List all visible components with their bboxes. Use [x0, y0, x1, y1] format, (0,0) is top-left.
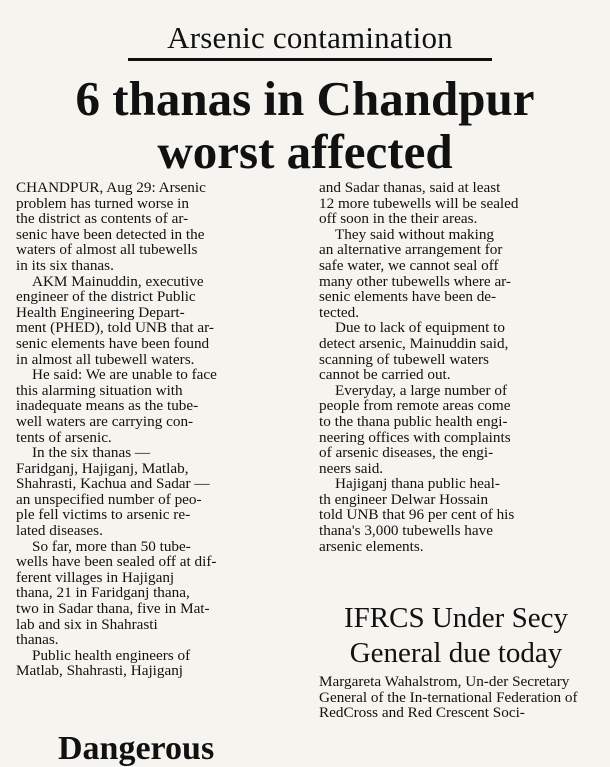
article-right-line: th engineer Delwar Hossain [319, 490, 489, 508]
article-right-line: neering offices with complaints [319, 428, 511, 446]
article-right-line: many other tubewells where ar- [319, 272, 511, 290]
article-left-line: inadequate means as the tube- [16, 397, 199, 415]
article-left-line: ple fell victims to arsenic re- [16, 506, 191, 524]
article-left-line: well waters are carrying con- [16, 412, 194, 430]
kicker-box [128, 18, 492, 61]
article-right-line: people from remote areas come [319, 397, 511, 415]
article-left-line: thana, 21 in Faridganj thana, [16, 584, 190, 602]
second-article-body [319, 674, 597, 721]
headline [0, 72, 610, 178]
article-right-line: Hajiganj thana public heal- [335, 475, 500, 493]
next-headline-fragment: Dangerous [58, 730, 215, 767]
article-right-line: tected. [319, 303, 360, 321]
article-left-line: Matlab, Shahrasti, Hajiganj [16, 662, 184, 680]
article-left-line: Faridganj, Hajiganj, Matlab, [16, 459, 189, 477]
article-left-line: problem has turned worse in [16, 194, 189, 212]
article-left-line: senic have been detected in the [16, 225, 205, 243]
article-left-line: He said: We are unable to face [32, 366, 217, 384]
article-right-line: cannot be carried out. [319, 366, 451, 384]
article-right-line: Due to lack of equipment to [335, 319, 505, 337]
article-right-line: of arsenic diseases, the engi- [319, 444, 494, 462]
article-right-line: arsenic elements. [319, 537, 424, 555]
article-left-line: ferent villages in Hajiganj [16, 568, 175, 586]
article-left-line: the district as contents of ar- [16, 210, 189, 228]
article-left-line: lated diseases. [16, 522, 103, 540]
article-right-line: senic elements have been de- [319, 288, 497, 306]
article-right-line: off soon in the their areas. [319, 210, 478, 228]
article-left-line: In the six thanas — [32, 444, 151, 462]
article-left-line: lab and six in Shahrasti [16, 615, 158, 633]
article-left-line: Public health engineers of [32, 646, 191, 664]
article-left-line: two in Sadar thana, five in Mat- [16, 600, 210, 618]
article-left-column [16, 180, 294, 732]
article-right-line: and Sadar thanas, said at least [319, 179, 501, 196]
article-left-line: in its six thanas. [16, 256, 114, 274]
article-right-line: scanning of tubewell waters [319, 350, 489, 368]
article-right-line: told UNB that 96 per cent of his [319, 506, 515, 524]
article-left-line: thanas. [16, 631, 59, 649]
article-right-line: 12 more tubewells will be sealed [319, 194, 519, 212]
article-left-line: AKM Mainuddin, executive [32, 272, 204, 290]
kicker: Arsenic contamination [167, 20, 453, 55]
article-right-line: Everyday, a large number of [335, 381, 508, 399]
article-right-line: to the thana public health engi- [319, 412, 508, 430]
article-left-line: senic elements have been found [16, 334, 210, 352]
headline-line-2: worst affected [157, 124, 453, 179]
article-left-line: So far, more than 50 tube- [32, 537, 191, 555]
second-article-line: der Secretary General of the In- [319, 673, 570, 706]
article-left-line: ment (PHED), told UNB that ar- [16, 319, 214, 337]
article-left-line: tents of arsenic. [16, 428, 112, 446]
article-right-column [319, 180, 597, 554]
article-left-line: an unspecified number of peo- [16, 490, 202, 508]
article-right-line: detect arsenic, Mainuddin said, [319, 334, 509, 352]
second-article-line: Cross and Red Crescent Soci- [343, 704, 525, 722]
article-right-line: neers said. [319, 459, 384, 477]
second-article-line: Margareta Wahalstrom, Un- [319, 673, 489, 690]
article-left-line: in almost all tubewell waters. [16, 350, 195, 368]
article-left-line: wells have been sealed off at dif- [16, 553, 217, 571]
second-headline-line-2: General due today [349, 637, 563, 669]
article-left-line: CHANDPUR, Aug 29: Arsenic [16, 179, 206, 196]
article-left-line: this alarming situation with [16, 381, 183, 399]
article-left-line: Health Engineering Depart- [16, 303, 185, 321]
article-right-line: They said without making [335, 225, 495, 243]
article-left-line: waters of almost all tubewells [16, 241, 198, 259]
second-article-line: ternational Federation of Red [319, 688, 578, 722]
article-left-line: Shahrasti, Kachua and Sadar — [16, 475, 210, 493]
article-right-line: safe water, we cannot seal off [319, 256, 499, 274]
article-left-line: engineer of the district Public [16, 288, 196, 306]
article-right-line: thana's 3,000 tubewells have [319, 522, 493, 540]
headline-line-1: 6 thanas in Chandpur [75, 71, 535, 126]
article-right-line: an alternative arrangement for [319, 241, 503, 259]
second-headline [316, 601, 596, 671]
second-headline-line-1: IFRCS Under Secy [344, 602, 568, 634]
